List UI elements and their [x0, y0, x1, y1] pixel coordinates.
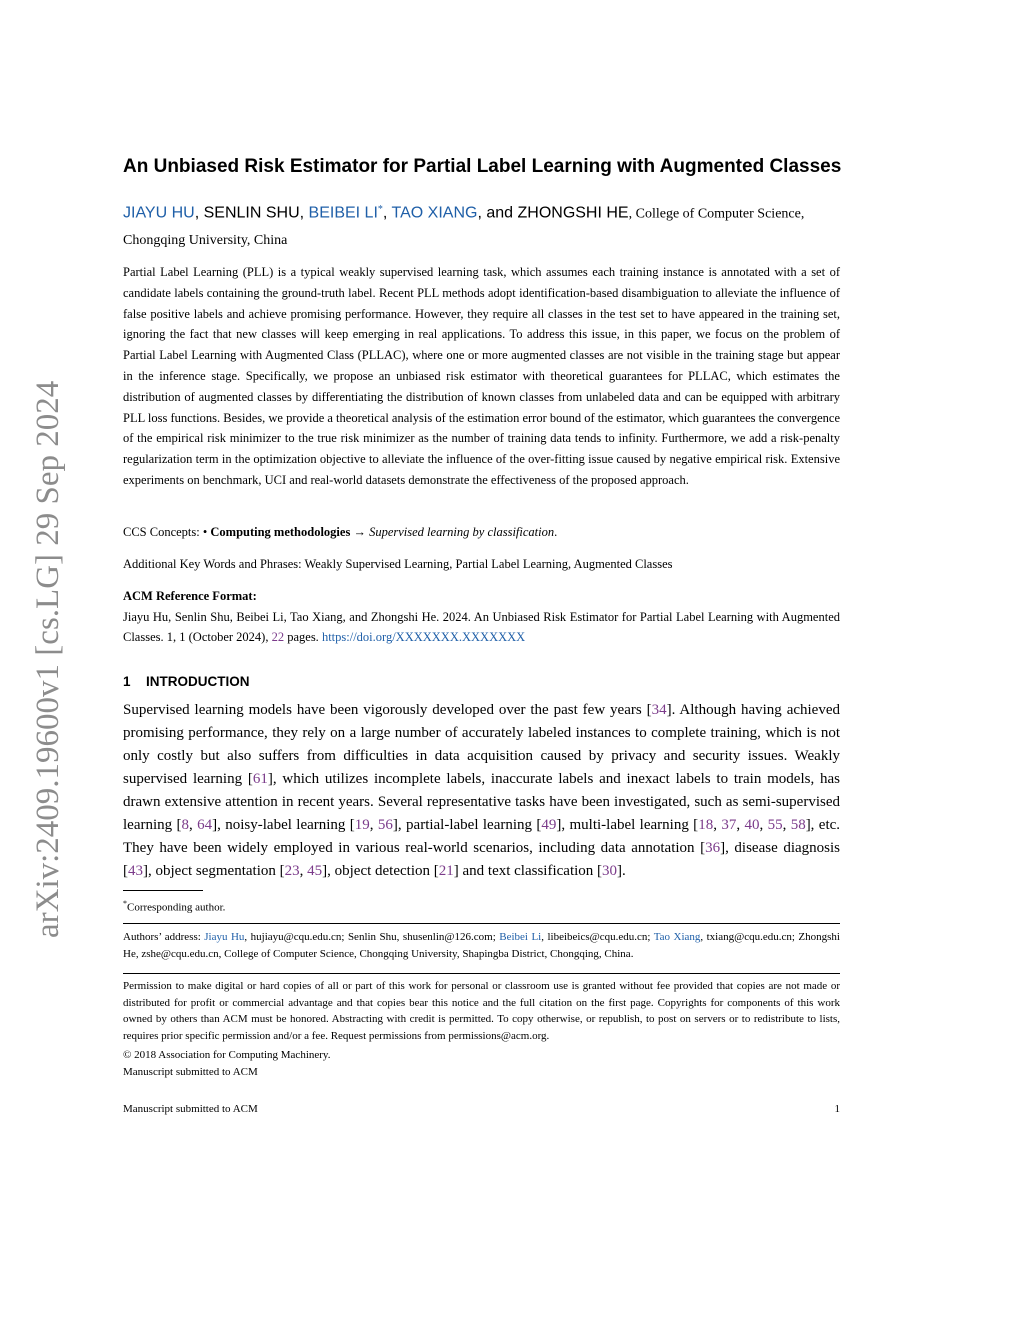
- citation-link[interactable]: 8: [181, 817, 190, 833]
- footnote: [123, 896, 225, 916]
- paper-title: An Unbiased Risk Estimator for Partial Label Learning with Augmented Classes: [123, 156, 842, 177]
- corresponding-mark: *: [377, 204, 383, 215]
- author-link[interactable]: Tao Xiang: [653, 931, 701, 943]
- section-heading: [123, 672, 840, 692]
- citation-link[interactable]: 19: [354, 817, 370, 833]
- citation-link[interactable]: 45: [307, 863, 323, 879]
- ccs-prefix: CCS Concepts: •: [123, 525, 211, 539]
- authors-address: [123, 929, 840, 962]
- intro-text: ], etc. They have been widely employed in various real-world scenarios, including data annotation [: [123, 817, 841, 856]
- separator: ,: [382, 204, 392, 222]
- intro-text: ], object detection [: [322, 863, 439, 879]
- keywords: Additional Key Words and Phrases: Weakly Supervised Learning, Partial Label Learning, Augmented Classes: [123, 557, 673, 571]
- page-number: 1: [834, 1103, 840, 1115]
- acm-reference: [123, 586, 840, 648]
- intro-text: ], partial-label learning [: [392, 817, 542, 833]
- citation-link[interactable]: 64: [197, 817, 213, 833]
- separator: , and: [477, 204, 518, 222]
- section-title: INTRODUCTION: [146, 674, 250, 689]
- citation-link[interactable]: 43: [128, 863, 143, 879]
- affiliation: , College of Computer Science, Chongqing University, China: [123, 206, 805, 248]
- copyright-notice: © 2018 Association for Computing Machinery.: [123, 1049, 331, 1061]
- author-link[interactable]: JIAYU HU: [123, 204, 195, 222]
- intro-text: ], which utilizes incomplete labels, inaccurate labels and inexact labels to train models, has drawn extensive attention in recent years. Several representative tasks have been investigated, such as semi-supervised learning [: [123, 771, 840, 833]
- footnote-text: Corresponding author.: [127, 901, 226, 914]
- intro-text: ,: [736, 817, 745, 833]
- introduction-paragraph: [123, 699, 840, 883]
- pages-link[interactable]: 22: [271, 630, 285, 644]
- intro-text: ,: [299, 863, 308, 879]
- intro-text: Supervised learning models have been vigorously developed over the past few years [: [123, 702, 652, 718]
- manuscript-note: Manuscript submitted to ACM: [123, 1066, 258, 1078]
- author-list: [123, 197, 840, 254]
- author-name: SENLIN SHU: [203, 204, 300, 222]
- citation-link[interactable]: 58: [790, 817, 806, 833]
- arxiv-identifier: arXiv:2409.19600v1 [cs.LG] 29 Sep 2024: [30, 380, 66, 938]
- reference-text: Jiayu Hu, Senlin Shu, Beibei Li, Tao Xiang, and Zhongshi He. 2024. An Unbiased Risk Estimator for Partial Label Learning with Augmented Classes. 1, 1 (October 2024),: [123, 609, 840, 644]
- permission-notice: Permission to make digital or hard copies of all or part of this work for personal or classroom use is granted without fee provided that copies are not made or distributed for profit or commercial advantage and that copies bear this notice and the full citation on the first page. Copyrights for components of this work owned by others than ACM must be honored. Abstracting with credit is permitted. To copy otherwise, or republish, to post on servers or to redistribute to lists, requires prior specific permission and/or a fee. Request permissions from permissions@acm.org.: [123, 980, 840, 1042]
- separator: ,: [299, 204, 309, 222]
- author-link[interactable]: Beibei Li: [499, 931, 542, 943]
- address-divider: [123, 923, 840, 924]
- intro-text: ,: [782, 817, 791, 833]
- address-text: , txiang@cqu.edu.cn; Zhongshi He, zshe@cqu.edu.cn, College of Computer Science, Chongqing University, Shapingba District, Chongqing, China.: [123, 931, 840, 960]
- permission-divider: [123, 973, 840, 974]
- intro-text: ], object segmentation [: [143, 863, 285, 879]
- intro-text: ], disease diagnosis [: [123, 840, 840, 879]
- citation-link[interactable]: 37: [721, 817, 737, 833]
- address-text: , hujiayu@cqu.edu.cn; Senlin Shu, shusenlin@126.com;: [244, 931, 500, 943]
- intro-text: ], noisy-label learning [: [212, 817, 355, 833]
- intro-text: ].: [617, 863, 626, 879]
- footnote-divider: [123, 890, 203, 891]
- ccs-arrow: →: [350, 525, 370, 539]
- citation-link[interactable]: 49: [541, 817, 557, 833]
- intro-text: ,: [189, 817, 198, 833]
- citation-link[interactable]: 21: [438, 863, 454, 879]
- citation-link[interactable]: 34: [651, 702, 667, 718]
- citation-link[interactable]: 36: [705, 840, 721, 856]
- author-link[interactable]: TAO XIANG: [391, 204, 478, 222]
- footer-text: Manuscript submitted to ACM: [123, 1103, 258, 1115]
- intro-text: ]. Although having achieved promising performance, they rely on a large number of accurately labeled instances to complete training, which is not only costly but also suffers from difficulties in data acquisition caused by privacy and security issues. Weakly supervised learning [: [123, 702, 840, 787]
- acm-reference-text: [123, 607, 840, 648]
- ccs-concepts: [123, 522, 840, 542]
- intro-text: ,: [369, 817, 378, 833]
- citation-link[interactable]: 56: [377, 817, 393, 833]
- intro-text: ], multi-label learning [: [556, 817, 699, 833]
- intro-text: ] and text classification [: [453, 863, 603, 879]
- doi-link[interactable]: https://doi.org/XXXXXXX.XXXXXXX: [321, 630, 526, 644]
- address-text: Authors’ address:: [123, 931, 205, 943]
- reference-text: pages.: [284, 630, 322, 644]
- author-link[interactable]: BEIBEI LI: [308, 204, 378, 222]
- separator: ,: [194, 204, 204, 222]
- ccs-suffix: .: [554, 525, 558, 539]
- intro-text: ,: [759, 817, 768, 833]
- citation-link[interactable]: 40: [744, 817, 760, 833]
- citation-link[interactable]: 23: [284, 863, 300, 879]
- footnote-mark: *: [123, 899, 127, 908]
- author-link[interactable]: Jiayu Hu: [204, 931, 245, 943]
- intro-text: ,: [713, 817, 722, 833]
- address-text: , libeibeics@cqu.edu.cn;: [541, 931, 654, 943]
- citation-link[interactable]: 18: [698, 817, 714, 833]
- acm-reference-heading: ACM Reference Format:: [123, 589, 257, 603]
- citation-link[interactable]: 55: [767, 817, 783, 833]
- author-name: ZHONGSHI HE: [517, 204, 629, 222]
- citation-link[interactable]: 30: [602, 863, 618, 879]
- ccs-concept: Supervised learning by classification: [369, 525, 555, 539]
- ccs-category: Computing methodologies: [210, 525, 351, 539]
- abstract: Partial Label Learning (PLL) is a typical weakly supervised learning task, which assumes each training instance is annotated with a set of candidate labels containing the ground-truth label. Recent PLL methods adopt identification-based disambiguation to alleviate the influence of false positive labels and achieve promising performance. However, they require all classes in the test set to have appeared in the training set, ignoring the fact that new classes will keep emerging in real applications. To address this issue, in this paper, we focus on the problem of Partial Label Learning with Augmented Class (PLLAC), where one or more augmented classes are not visible in the training stage but appear in the inference stage. Specifically, we propose an unbiased risk estimator with theoretical guarantees for PLLAC, which estimates the distribution of augmented classes by differentiating the distribution of known classes from unlabeled data and can be equipped with arbitrary PLL loss functions. Besides, we provide a theoretical analysis of the estimation error bound of the estimator, which guarantees the convergence of the empirical risk minimizer to the true risk minimizer as the number of training data tends to infinity. Furthermore, we add a risk-penalty regularization term in the optimization objective to alleviate the influence of the over-fitting issue caused by negative empirical risk. Extensive experiments on benchmark, UCI and real-world datasets demonstrate the effectiveness of the proposed approach.: [123, 265, 840, 487]
- citation-link[interactable]: 61: [252, 771, 268, 787]
- section-number: 1: [123, 674, 131, 689]
